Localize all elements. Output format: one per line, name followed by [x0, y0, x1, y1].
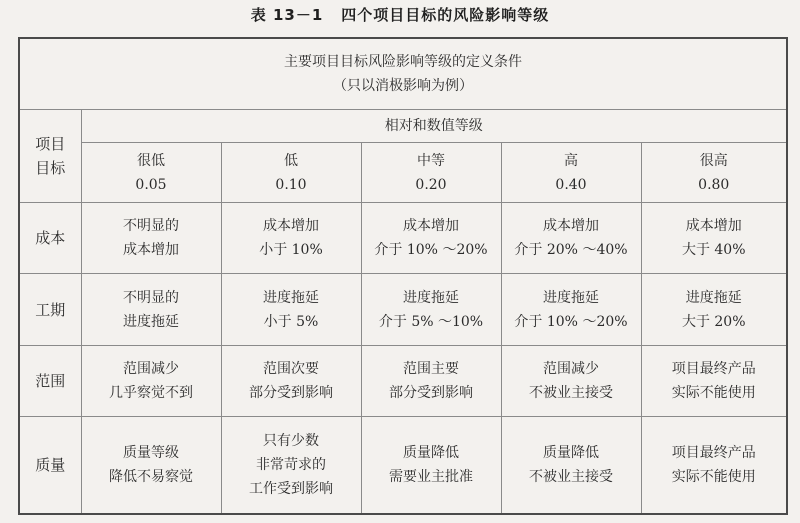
table-cell	[501, 203, 641, 274]
table-caption-number: 表 13－1	[250, 6, 324, 24]
cell-line: 介于 20% ～40%	[514, 242, 628, 259]
objective-header-line: 项目	[35, 134, 66, 153]
level-name: 中等	[417, 152, 445, 169]
cell-line: 不明显的	[123, 289, 179, 306]
cell-line: 部分受到影响	[389, 384, 473, 401]
table-row	[19, 274, 787, 345]
table-row	[19, 203, 787, 274]
level-name: 很高	[699, 152, 728, 169]
risk-impact-table	[18, 37, 788, 515]
cell-line: 进度拖延	[685, 289, 742, 306]
cell-line: 进度拖延	[263, 289, 319, 306]
table-cell	[81, 345, 221, 416]
table-cell	[81, 274, 221, 345]
level-header	[221, 143, 361, 203]
table-caption	[0, 4, 800, 25]
cell-line: 进度拖延	[543, 289, 599, 306]
cell-line: 范围减少	[543, 360, 599, 377]
cell-line: 不被业主接受	[529, 384, 613, 401]
cell-line: 部分受到影响	[249, 384, 333, 401]
table-cell	[221, 345, 361, 416]
cell-line: 介于 10% ～20%	[374, 242, 488, 259]
cell-line: 大于 40%	[681, 242, 746, 259]
level-value: 0.40	[555, 176, 587, 193]
row-objective: 范围	[19, 345, 81, 416]
cell-line: 项目最终产品	[671, 444, 756, 461]
table-cell	[641, 345, 787, 416]
table-cell	[501, 416, 641, 514]
table-cell	[221, 274, 361, 345]
level-value: 0.80	[698, 176, 730, 193]
table-cell	[221, 416, 361, 514]
cell-line: 介于 10% ～20%	[514, 313, 628, 330]
table-cell	[81, 416, 221, 514]
table-header-title-line: （只以消极影响为例）	[333, 77, 473, 94]
table-cell	[641, 274, 787, 345]
level-value: 0.10	[275, 176, 307, 193]
level-value: 0.20	[415, 176, 447, 193]
cell-line: 实际不能使用	[671, 384, 756, 401]
cell-line: 非常苛求的	[256, 456, 326, 473]
cell-line: 不明显的	[123, 218, 179, 235]
cell-line: 质量等级	[123, 444, 179, 461]
cell-line: 成本增加	[403, 218, 459, 235]
cell-line: 进度拖延	[403, 289, 459, 306]
cell-line: 需要业主批准	[389, 468, 473, 485]
cell-line: 小于 5%	[263, 313, 319, 330]
level-name: 高	[564, 152, 578, 169]
cell-line: 范围主要	[403, 360, 459, 377]
table-cell	[641, 203, 787, 274]
table-cell	[361, 345, 501, 416]
row-objective: 工期	[19, 274, 81, 345]
level-header	[501, 143, 641, 203]
table-caption-title: 四个项目目标的风险影响等级	[341, 6, 550, 24]
table-row	[19, 345, 787, 416]
table-cell	[641, 416, 787, 514]
table-cell	[361, 203, 501, 274]
cell-line: 大于 20%	[681, 313, 746, 330]
row-objective: 成本	[19, 203, 81, 274]
table-cell	[501, 345, 641, 416]
table-cell	[81, 203, 221, 274]
level-header	[641, 143, 787, 203]
cell-line: 范围次要	[263, 360, 319, 377]
scale-header: 相对和数值等级	[81, 109, 787, 143]
cell-line: 成本增加	[123, 242, 179, 259]
row-objective: 质量	[19, 416, 81, 514]
objective-column-header	[19, 109, 81, 203]
level-header	[361, 143, 501, 203]
cell-line: 范围减少	[123, 360, 179, 377]
cell-line: 实际不能使用	[671, 468, 756, 485]
table-cell	[361, 274, 501, 345]
cell-line: 小于 10%	[259, 242, 323, 259]
cell-line: 几乎察觉不到	[109, 384, 193, 401]
cell-line: 成本增加	[685, 218, 742, 235]
cell-line: 质量降低	[403, 444, 459, 461]
table-header-title-line: 主要项目目标风险影响等级的定义条件	[284, 53, 522, 70]
objective-header-line: 目标	[35, 158, 66, 177]
cell-line: 成本增加	[543, 218, 599, 235]
cell-line: 成本增加	[263, 218, 319, 235]
cell-line: 介于 5% ～10%	[378, 313, 484, 330]
cell-line: 降低不易察觉	[109, 468, 193, 485]
cell-line: 工作受到影响	[249, 480, 333, 497]
cell-line: 不被业主接受	[529, 468, 613, 485]
level-value: 0.05	[135, 176, 167, 193]
table-cell	[221, 203, 361, 274]
table-cell	[501, 274, 641, 345]
level-name: 很低	[137, 152, 165, 169]
cell-line: 项目最终产品	[671, 360, 756, 377]
table-header-title	[19, 38, 787, 109]
cell-line: 质量降低	[543, 444, 599, 461]
table-row	[19, 416, 787, 514]
level-header	[81, 143, 221, 203]
cell-line: 进度拖延	[123, 313, 179, 330]
table-cell	[361, 416, 501, 514]
cell-line: 只有少数	[263, 432, 319, 449]
level-name: 低	[284, 152, 298, 169]
